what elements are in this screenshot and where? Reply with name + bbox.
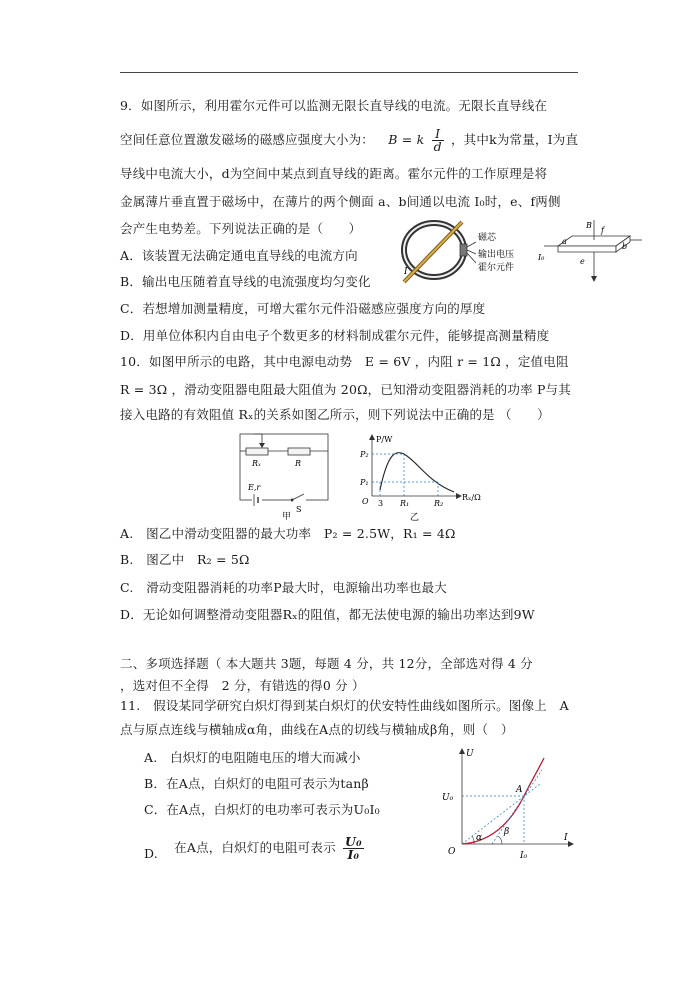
box-label-a: a [562,237,567,246]
u0-label: U₀ [442,793,454,803]
q11-option-d [144,836,367,861]
q9-line-5: 会产生电势差。下列说法正确的是（ ） [120,221,362,236]
iu-origin: O [448,847,456,857]
box-label-I0: I₀ [538,253,545,262]
i0-label: I₀ [520,851,528,861]
hall-element-label: 霍尔元件 [478,263,515,273]
q10-option-a: A. 图乙中滑动变阻器的最大功率 P₂ = 2.5W，R₁ = 4Ω [120,526,456,541]
graph-caption: 乙 [410,513,420,523]
origin-to-a-line [462,784,540,844]
q10-power-graph [358,432,494,524]
beta-arc [498,836,502,844]
battery-gap [252,494,262,506]
graph-origin: O [362,497,369,506]
q9-formula-lhs: B = k [388,132,425,147]
hall-element-block [460,244,467,256]
box-label-b: b [622,242,628,251]
q9-option-b: B．输出电压随着直导线的电流强度均匀变化 [120,274,371,289]
q11-line-2: 点与原点连线与横轴成α角，曲线在A点的切线与横轴成β角，则（ ） [120,722,514,737]
r1-label: R₁ [400,499,410,508]
core-label: 磁芯 [478,233,497,243]
q10-circuit-figure [232,426,340,520]
section2-line-2: ，选对但不全得 2 分，有错选的得0 分 ） [120,678,365,693]
q11-option-d-num: U₀ [344,834,362,849]
box-label-f: f [601,226,604,235]
r-label: R [295,459,302,468]
u-axis-label: U [466,749,474,759]
q11-option-a: A. 白炽灯的电阻随电压的增大而减小 [144,750,361,765]
beta-label: β [504,827,510,837]
p1-label: P₁ [360,478,369,487]
hall-plate-front [558,246,616,252]
q9-option-d: D．用单位体积内自由电子个数更多的材料制成霍尔元件，能够提高测量精度 [120,328,550,343]
p2-label: P₂ [360,450,369,459]
u-axis-arrow [459,748,465,754]
q9-formula-fraction [432,128,444,153]
point-a-label: A [516,785,523,795]
box-label-B: B [586,221,592,230]
q9-line-1: 9．如图所示，利用霍尔元件可以监测无限长直导线的电流。无限长直导线在 [120,98,548,113]
q10-line-1: 10．如图甲所示的电路，其中电源电动势 E = 6V ，内阻 r = 1Ω ，定值电阻 [120,354,569,369]
q11-option-d-den: I₀ [347,847,360,862]
b-field-arrowhead [591,276,597,282]
q11-option-d-letter: D. [144,846,158,861]
q11-line-1: 11. 假设某同学研究白炽灯得到某白炽灯的伏安特性曲线如图所示。图像上 A [120,698,569,713]
i-axis-arrow [568,841,574,847]
q9-line-4: 金属薄片垂直置于磁场中，在薄片的两个侧面 a、b间通以电流 I₀时，e、f两侧 [120,194,561,209]
section2-line-1: 二、多项选择题（ 本大题共 3题，每题 4 分，共 12分，全部选对得 4 分 [120,656,533,671]
wire-current-label: I [404,267,408,277]
circuit-caption: 甲 [282,512,292,520]
alpha-label: α [476,833,483,843]
q10-option-b: B. 图乙中 R₂ = 5Ω [120,552,250,567]
p-axis-arrow [369,434,375,440]
power-curve [380,453,454,492]
q9-formula-num: I [432,128,444,141]
q9-line-2a: 空间任意位置激发磁场的磁感应强度大小为： [120,132,375,147]
q10-option-c: C. 滑动变阻器消耗的功率P最大时，电源输出功率也最大 [120,580,447,595]
q11-option-d-fraction [343,836,364,861]
p-axis-label: P/W [376,435,393,444]
core-leader-line [467,242,476,247]
r2-label: R₂ [434,499,444,508]
rx-axis-label: Rₓ/Ω [462,493,481,502]
source-label: E,r [248,483,261,492]
i-axis-label: I [564,833,568,843]
q11-option-b: B．在A点，白炽灯的电阻可表示为tanβ [144,776,369,791]
hall-leader-line [467,253,476,263]
voltage-label: 输出电压 [478,250,515,260]
header-rule [120,72,578,73]
q10-line-2: R = 3Ω ，滑动变阻器电阻最大阻值为 20Ω，已知滑动变阻器消耗的功率 P与其 [120,382,571,397]
x3-label: 3 [378,499,384,508]
voltage-leader-line [467,250,476,254]
box-label-e: e [580,257,585,266]
slider-arrow [259,443,265,448]
switch-label: S [296,505,302,514]
iu-curve [462,758,544,844]
q10-line-3: 接入电路的有效阻值 Rₓ的关系如图乙所示，则下列说法中正确的是 （ ） [120,407,550,422]
q11-iu-graph [440,744,580,864]
q9-formula-den: d [433,139,442,154]
q9-option-a: A．该装置无法确定通电直导线的电流方向 [120,248,358,263]
q9-line-2b: ，其中k为常量，I为直 [450,132,579,147]
r-resistor [288,448,310,455]
q10-option-d: D．无论如何调整滑动变阻器Rₓ的阻值，都无法使电源的输出功率达到9W [120,607,535,622]
q11-option-c: C．在A点，白炽灯的电功率可表示为U₀I₀ [144,802,380,817]
rx-resistor [246,448,268,455]
q9-line-2 [120,128,578,153]
rx-label: Rₓ [252,459,261,468]
tangent-line [492,770,542,844]
q9-hall-figure [396,216,644,288]
q11-option-d-text: 在A点，白炽灯的电阻可表示 [174,840,336,855]
q9-line-3: 导线中电流大小，d为空间中某点到直导线的距离。霍尔元件的工作原理是将 [120,166,548,181]
q9-option-c: C．若想增加测量精度，可增大霍尔元件沿磁感应强度方向的厚度 [120,301,486,316]
